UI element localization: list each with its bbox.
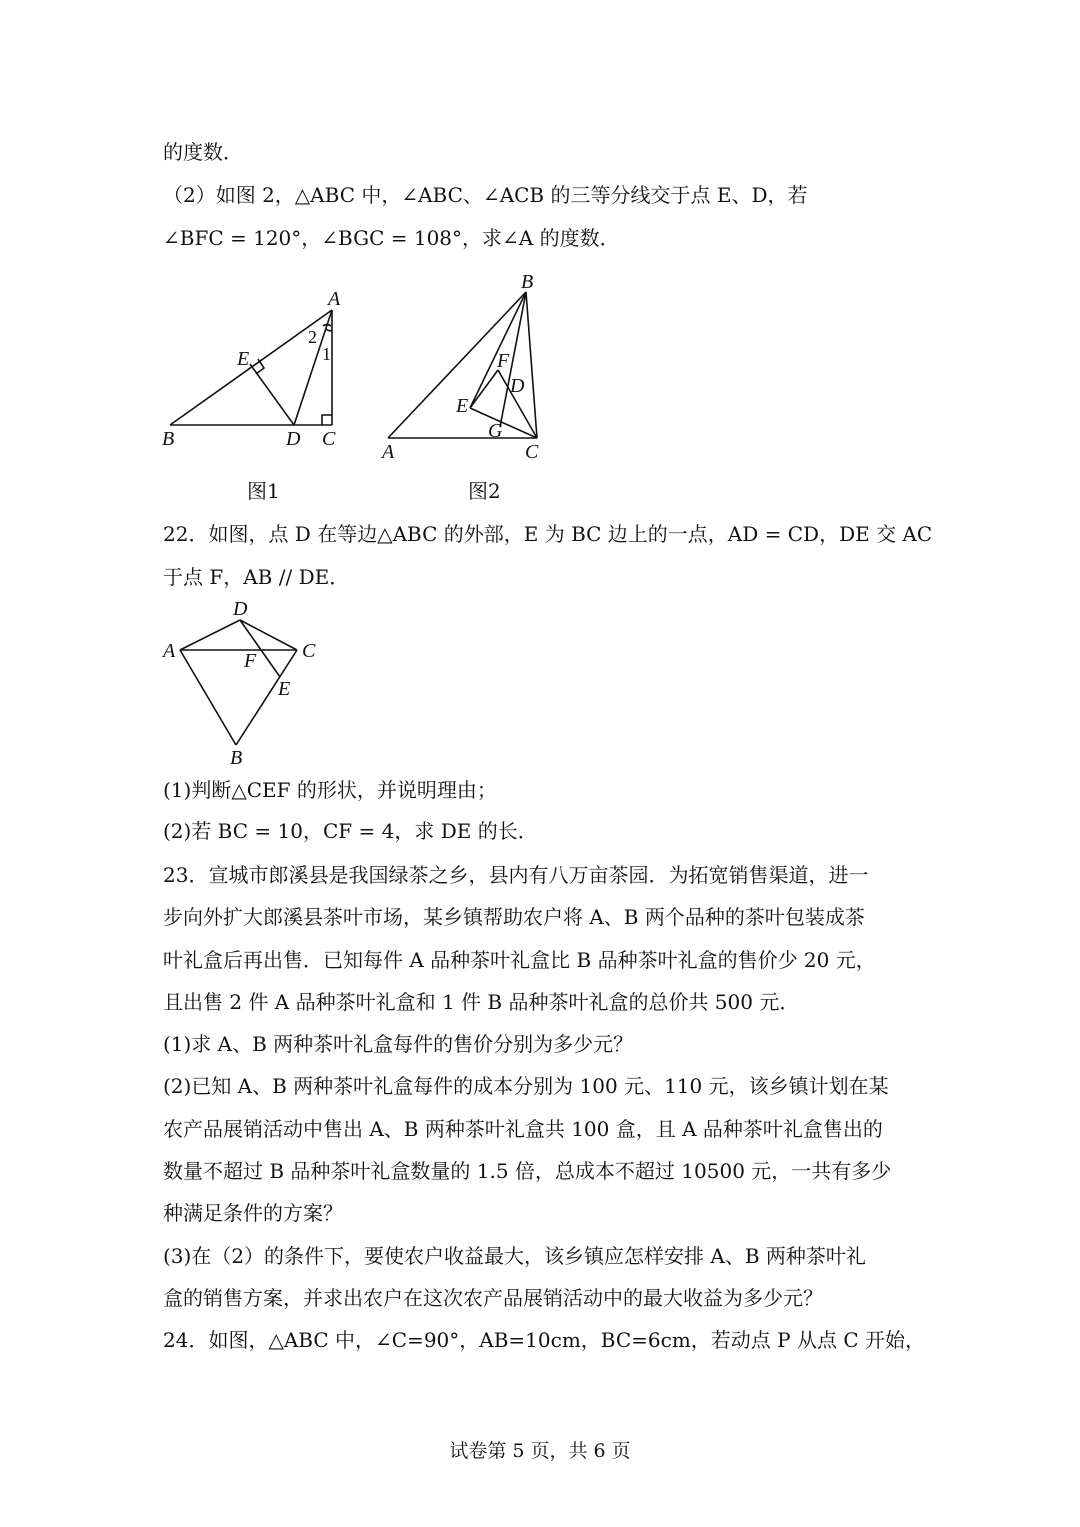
label-A: A	[328, 288, 341, 310]
text-line: 22．如图，点 D 在等边△ABC 的外部，E 为 BC 边上的一点，AD = CD，DE 交 AC	[163, 522, 933, 546]
figure-2-diagram	[380, 270, 560, 470]
page-footer: 试卷第 5 页，共 6 页	[449, 1440, 631, 1462]
text-line: 种满足条件的方案？	[163, 1201, 343, 1225]
text-line: (3)在（2）的条件下，要使农户收益最大，该乡镇应怎样安排 A、B 两种茶叶礼	[163, 1244, 866, 1268]
text-line: （2）如图 2，△ABC 中，∠ABC、∠ACB 的三等分线交于点 E、D，若	[163, 183, 808, 207]
label-B: B	[230, 747, 243, 769]
label-G: G	[488, 420, 503, 442]
label-D: D	[286, 428, 301, 450]
text-line: 且出售 2 件 A 品种茶叶礼盒和 1 件 B 品种茶叶礼盒的总价共 500 元．	[163, 990, 800, 1014]
text-line: (1)判断△CEF 的形状，并说明理由；	[163, 778, 497, 802]
text-line: (2)已知 A、B 两种茶叶礼盒每件的成本分别为 100 元、110 元，该乡镇计划在某	[163, 1074, 889, 1098]
label-D: D	[510, 375, 525, 397]
label-F: F	[244, 650, 257, 672]
text-line: 23．宣城市郎溪县是我国绿茶之乡，县内有八万亩茶园．为拓宽销售渠道，进一	[163, 863, 869, 887]
figure-1-caption: 图1	[247, 479, 280, 503]
text-line: ∠BFC = 120°，∠BGC = 108°，求∠A 的度数．	[163, 226, 620, 250]
label-E: E	[237, 348, 250, 370]
text-line: 于点 F，AB // DE．	[163, 565, 350, 589]
text-line: 叶礼盒后再出售．已知每件 A 品种茶叶礼盒比 B 品种茶叶礼盒的售价少 20 元，	[163, 948, 876, 972]
label-C: C	[525, 441, 539, 463]
text-line: 数量不超过 B 品种茶叶礼盒数量的 1.5 倍，总成本不超过 10500 元，一共有多少	[163, 1159, 892, 1183]
text-line: (1)求 A、B 两种茶叶礼盒每件的售价分别为多少元？	[163, 1032, 634, 1056]
figure-2	[380, 270, 560, 475]
text-line: 步向外扩大郎溪县茶叶市场，某乡镇帮助农户将 A、B 两个品种的茶叶包装成茶	[163, 905, 865, 929]
figure-3	[160, 598, 330, 773]
label-B: B	[162, 428, 175, 450]
label-A: A	[163, 640, 176, 662]
text-line: 农产品展销活动中售出 A、B 两种茶叶礼盒共 100 盒，且 A 品种茶叶礼盒售出的	[163, 1117, 883, 1141]
label-angle-1: 1	[322, 344, 331, 364]
text-line: 的度数．	[163, 140, 243, 164]
figure-1-diagram	[160, 285, 360, 455]
text-line: 盒的销售方案，并求出农户在这次农产品展销活动中的最大收益为多少元？	[163, 1286, 823, 1310]
label-E: E	[456, 395, 469, 417]
text-line: 24．如图，△ABC 中，∠C=90°，AB=10cm，BC=6cm，若动点 P 从点 C 开始，	[163, 1328, 925, 1352]
figure-2-caption: 图2	[468, 479, 501, 503]
figure-1	[160, 285, 360, 460]
label-E: E	[278, 678, 291, 700]
label-angle-2: 2	[308, 327, 317, 347]
label-C: C	[302, 640, 316, 662]
figure-3-diagram	[160, 598, 330, 768]
text-line: (2)若 BC = 10，CF = 4，求 DE 的长．	[163, 819, 538, 843]
label-F: F	[497, 350, 510, 372]
label-D: D	[233, 598, 248, 620]
label-A: A	[382, 441, 395, 463]
label-B: B	[521, 271, 534, 293]
label-C: C	[322, 428, 336, 450]
